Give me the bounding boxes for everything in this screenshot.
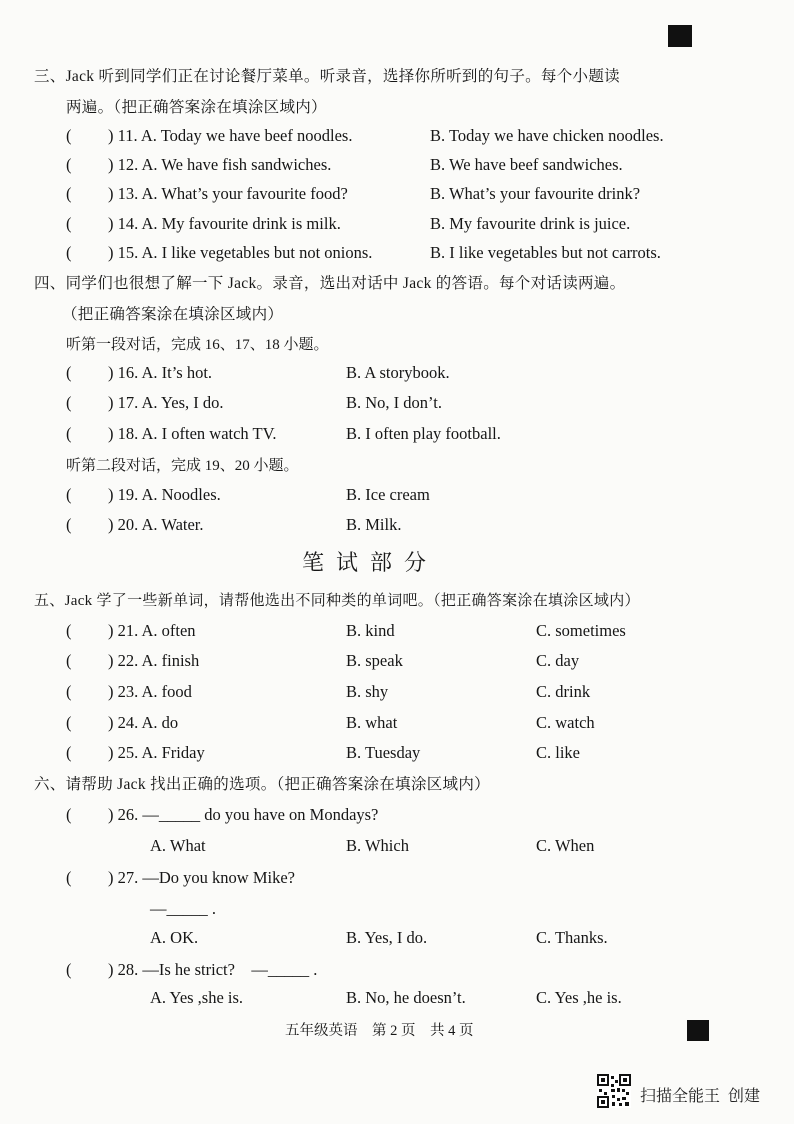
- answer-paren[interactable]: (: [66, 515, 72, 534]
- question-row: [66, 621, 706, 645]
- dialogue-1-instruction: 听第一段对话，完成 16、17、18 小题。: [66, 337, 329, 353]
- corner-marker-bottom: [687, 1020, 709, 1041]
- question-text: ) 28. —Is he strict? —_____ .: [108, 960, 318, 979]
- question-row: [66, 485, 626, 509]
- answer-paren[interactable]: (: [66, 393, 72, 412]
- answer-paren[interactable]: (: [66, 805, 72, 824]
- option-b: B. what: [346, 713, 398, 732]
- option-b: B. I often play football.: [346, 424, 501, 443]
- question-row: [66, 682, 706, 706]
- answer-paren[interactable]: (: [66, 155, 72, 174]
- question-row: [66, 393, 626, 417]
- option-b: B. We have beef sandwiches.: [430, 155, 623, 174]
- option-b: B. What’s your favourite drink?: [430, 184, 641, 203]
- question-text: ) 16. A. It’s hot.: [108, 363, 213, 382]
- page-footer: 五年级英语 第 2 页 共 4 页: [285, 1023, 474, 1039]
- question-text: ) 27. —Do you know Mike?: [108, 868, 295, 887]
- question-text: ) 13. A. What’s your favourite food?: [108, 184, 348, 203]
- question-text: ) 19. A. Noodles.: [108, 485, 221, 504]
- option-b: B. I like vegetables but not carrots.: [430, 243, 661, 262]
- section-6-heading: 六、请帮助 Jack 找出正确的选项。（把正确答案涂在填涂区域内）: [34, 776, 490, 793]
- question-text: ) 12. A. We have fish sandwiches.: [108, 155, 332, 174]
- question-row: [66, 868, 706, 892]
- answer-paren[interactable]: (: [66, 621, 72, 640]
- answer-paren[interactable]: (: [66, 868, 72, 887]
- answer-paren[interactable]: (: [66, 743, 72, 762]
- answer-paren[interactable]: (: [66, 960, 72, 979]
- qr-code-icon: [597, 1074, 631, 1108]
- question-text: ) 24. A. do: [108, 713, 179, 732]
- question-row: [66, 243, 746, 267]
- question-text: ) 14. A. My favourite drink is milk.: [108, 214, 341, 233]
- question-row: [66, 960, 706, 984]
- option-c: C. day: [536, 651, 580, 670]
- section-4-heading: 四、同学们也很想了解一下 Jack。录音，选出对话中 Jack 的答语。每个对话读两遍。: [34, 275, 626, 292]
- answer-paren[interactable]: (: [66, 713, 72, 732]
- option-b: B. Which: [346, 836, 409, 855]
- option-b: B. shy: [346, 682, 389, 701]
- option-b: B. Yes, I do.: [346, 928, 428, 947]
- section-3-heading-cont: 两遍。（把正确答案涂在填涂区域内）: [66, 99, 327, 116]
- question-row: [66, 214, 746, 238]
- question-text: ) 11. A. Today we have beef noodles.: [108, 126, 353, 145]
- answer-paren[interactable]: (: [66, 424, 72, 443]
- option-b: B. kind: [346, 621, 395, 640]
- question-row: [66, 651, 706, 675]
- question-row: [66, 743, 706, 767]
- answer-paren[interactable]: (: [66, 126, 72, 145]
- question-row: [66, 805, 706, 829]
- answer-line: [66, 899, 706, 923]
- dialogue-2-instruction: 听第二段对话，完成 19、20 小题。: [66, 458, 299, 474]
- answer-paren[interactable]: (: [66, 485, 72, 504]
- answer-paren[interactable]: (: [66, 243, 72, 262]
- question-row: [66, 155, 746, 179]
- question-row: [66, 713, 706, 737]
- question-text: ) 18. A. I often watch TV.: [108, 424, 277, 443]
- section-5-heading: 五、Jack 学了一些新单词，请帮他选出不同种类的单词吧。（把正确答案涂在填涂区域内）: [34, 593, 640, 609]
- option-a: A. OK.: [150, 928, 199, 947]
- scanner-watermark-text: 扫描全能王 创建: [640, 1088, 761, 1105]
- option-b: B. No, he doesn’t.: [346, 988, 466, 1007]
- option-a: A. What: [150, 836, 206, 855]
- option-c: C. drink: [536, 682, 591, 701]
- question-text: ) 25. A. Friday: [108, 743, 205, 762]
- answer-paren[interactable]: (: [66, 363, 72, 382]
- answer-paren[interactable]: (: [66, 184, 72, 203]
- option-c: C. watch: [536, 713, 595, 732]
- options-row: [66, 988, 706, 1012]
- written-part-title: 笔试部分: [302, 551, 439, 576]
- options-row: [66, 836, 706, 860]
- section-3-heading: 三、Jack 听到同学们正在讨论餐厅菜单。听录音，选择你所听到的句子。每个小题读: [34, 68, 620, 85]
- option-b: B. My favourite drink is juice.: [430, 214, 631, 233]
- options-row: [66, 928, 706, 952]
- question-row: [66, 363, 626, 387]
- question-text: ) 26. —_____ do you have on Mondays?: [108, 805, 379, 824]
- option-c: C. Thanks.: [536, 928, 608, 947]
- question-row: [66, 126, 746, 150]
- answer-paren[interactable]: (: [66, 214, 72, 233]
- question-row: [66, 515, 626, 539]
- option-b: B. Ice cream: [346, 485, 430, 504]
- section-4-heading-cont: （把正确答案涂在填涂区域内）: [62, 306, 284, 323]
- option-b: B. Milk.: [346, 515, 402, 534]
- option-c: C. When: [536, 836, 595, 855]
- answer-paren[interactable]: (: [66, 651, 72, 670]
- answer-paren[interactable]: (: [66, 682, 72, 701]
- question-text: ) 15. A. I like vegetables but not onions.: [108, 243, 373, 262]
- question-text: ) 20. A. Water.: [108, 515, 204, 534]
- answer-blank: —_____ .: [150, 899, 216, 918]
- corner-marker-top: [668, 25, 692, 47]
- option-c: C. Yes ,he is.: [536, 988, 622, 1007]
- question-text: ) 21. A. often: [108, 621, 196, 640]
- question-row: [66, 424, 626, 448]
- option-a: A. Yes ,she is.: [150, 988, 244, 1007]
- option-b: B. No, I don’t.: [346, 393, 442, 412]
- question-text: ) 17. A. Yes, I do.: [108, 393, 224, 412]
- question-text: ) 23. A. food: [108, 682, 192, 701]
- option-b: B. A storybook.: [346, 363, 450, 382]
- option-c: C. sometimes: [536, 621, 626, 640]
- option-b: B. speak: [346, 651, 403, 670]
- option-c: C. like: [536, 743, 580, 762]
- option-b: B. Today we have chicken noodles.: [430, 126, 664, 145]
- question-row: [66, 184, 746, 208]
- question-text: ) 22. A. finish: [108, 651, 200, 670]
- option-b: B. Tuesday: [346, 743, 421, 762]
